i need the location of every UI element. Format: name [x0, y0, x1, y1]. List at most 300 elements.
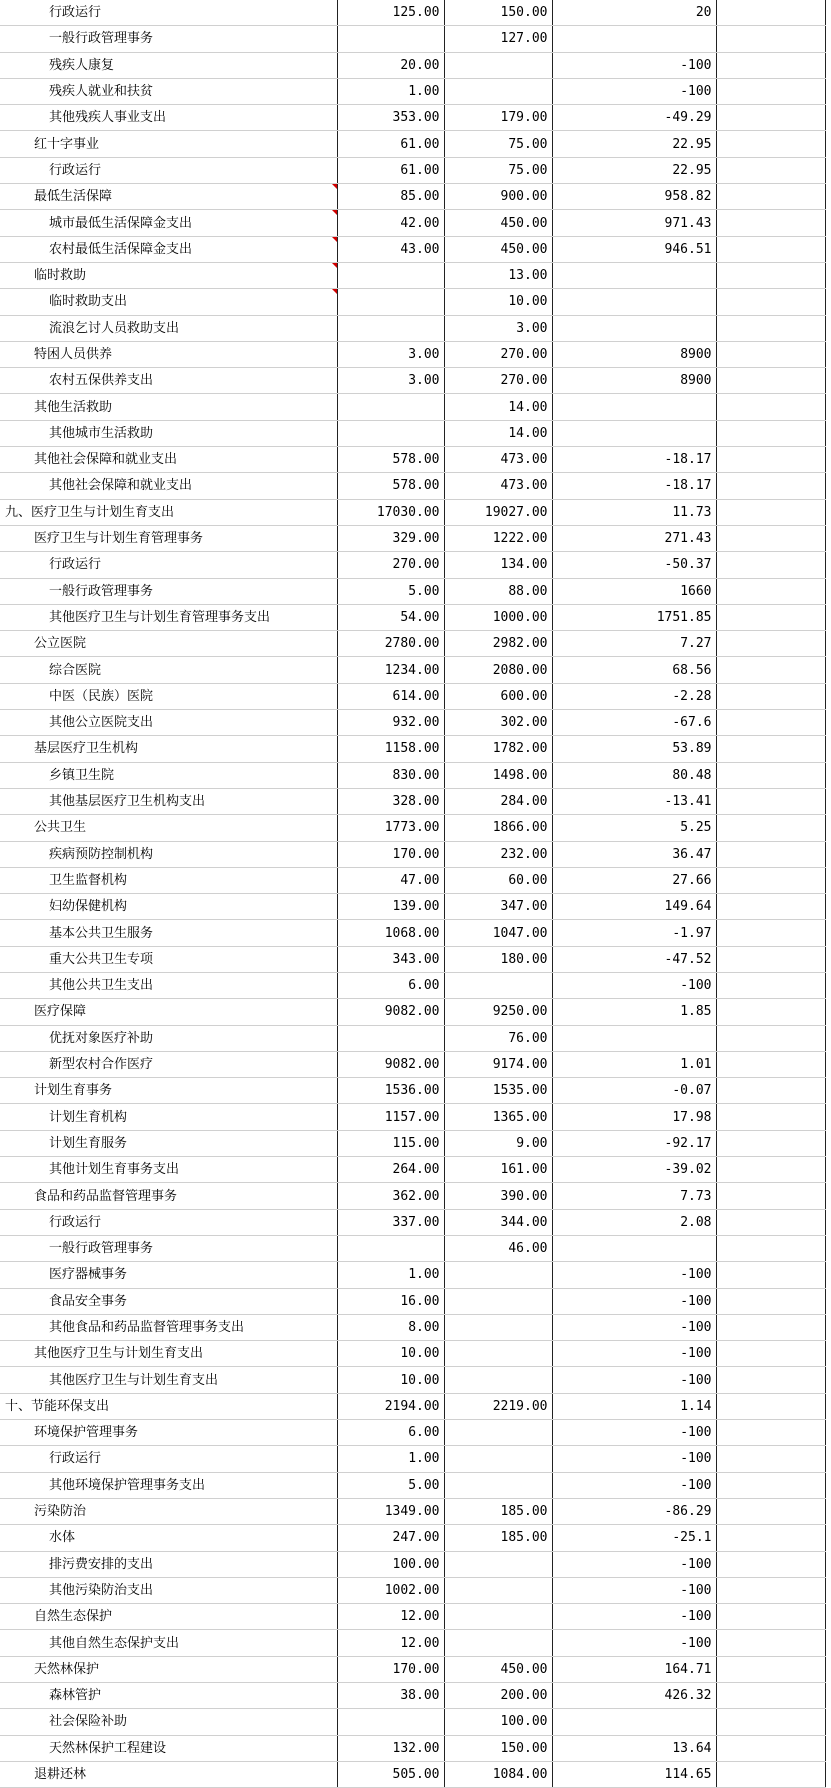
empty-cell[interactable]: [716, 683, 825, 709]
amount-previous-cell[interactable]: 270.00: [337, 552, 444, 578]
amount-current-cell[interactable]: 450.00: [444, 236, 552, 262]
amount-current-cell[interactable]: 473.00: [444, 473, 552, 499]
item-name-cell[interactable]: [0, 788, 337, 814]
amount-previous-cell[interactable]: [337, 420, 444, 446]
amount-current-cell[interactable]: 1000.00: [444, 604, 552, 630]
amount-current-cell[interactable]: [444, 1262, 552, 1288]
amount-previous-cell[interactable]: 830.00: [337, 762, 444, 788]
amount-current-cell[interactable]: 127.00: [444, 26, 552, 52]
item-name-cell[interactable]: [0, 210, 337, 236]
amount-previous-cell[interactable]: 170.00: [337, 841, 444, 867]
amount-current-cell[interactable]: 302.00: [444, 710, 552, 736]
change-percent-cell[interactable]: -25.1: [552, 1525, 716, 1551]
change-percent-cell[interactable]: 426.32: [552, 1683, 716, 1709]
amount-previous-cell[interactable]: 9082.00: [337, 999, 444, 1025]
amount-current-cell[interactable]: 46.00: [444, 1235, 552, 1261]
amount-previous-cell[interactable]: 578.00: [337, 473, 444, 499]
empty-cell[interactable]: [716, 867, 825, 893]
item-name-cell[interactable]: [0, 289, 337, 315]
amount-previous-cell[interactable]: 1536.00: [337, 1078, 444, 1104]
amount-previous-cell[interactable]: 17030.00: [337, 499, 444, 525]
amount-previous-cell[interactable]: 1068.00: [337, 920, 444, 946]
change-percent-cell[interactable]: 17.98: [552, 1104, 716, 1130]
item-name-cell[interactable]: [0, 0, 337, 26]
empty-cell[interactable]: [716, 604, 825, 630]
amount-previous-cell[interactable]: 1158.00: [337, 736, 444, 762]
amount-previous-cell[interactable]: 47.00: [337, 867, 444, 893]
empty-cell[interactable]: [716, 999, 825, 1025]
amount-current-cell[interactable]: 88.00: [444, 578, 552, 604]
item-name-cell[interactable]: [0, 762, 337, 788]
change-percent-cell[interactable]: 1.01: [552, 1051, 716, 1077]
item-name-cell[interactable]: [0, 236, 337, 262]
empty-cell[interactable]: [716, 1735, 825, 1761]
empty-cell[interactable]: [716, 1367, 825, 1393]
change-percent-cell[interactable]: 114.65: [552, 1761, 716, 1787]
empty-cell[interactable]: [716, 1472, 825, 1498]
empty-cell[interactable]: [716, 499, 825, 525]
change-percent-cell[interactable]: -2.28: [552, 683, 716, 709]
change-percent-cell[interactable]: -100: [552, 1630, 716, 1656]
empty-cell[interactable]: [716, 762, 825, 788]
amount-current-cell[interactable]: 347.00: [444, 894, 552, 920]
amount-current-cell[interactable]: 14.00: [444, 420, 552, 446]
change-percent-cell[interactable]: -100: [552, 1551, 716, 1577]
amount-previous-cell[interactable]: 1.00: [337, 78, 444, 104]
amount-previous-cell[interactable]: 139.00: [337, 894, 444, 920]
amount-previous-cell[interactable]: 329.00: [337, 525, 444, 551]
amount-previous-cell[interactable]: 1157.00: [337, 1104, 444, 1130]
change-percent-cell[interactable]: -50.37: [552, 552, 716, 578]
change-percent-cell[interactable]: 53.89: [552, 736, 716, 762]
empty-cell[interactable]: [716, 1235, 825, 1261]
change-percent-cell[interactable]: -86.29: [552, 1498, 716, 1524]
empty-cell[interactable]: [716, 841, 825, 867]
empty-cell[interactable]: [716, 1446, 825, 1472]
amount-previous-cell[interactable]: 20.00: [337, 52, 444, 78]
amount-previous-cell[interactable]: 125.00: [337, 0, 444, 26]
change-percent-cell[interactable]: 5.25: [552, 815, 716, 841]
amount-current-cell[interactable]: 9174.00: [444, 1051, 552, 1077]
empty-cell[interactable]: [716, 368, 825, 394]
item-name-cell[interactable]: [0, 1630, 337, 1656]
empty-cell[interactable]: [716, 262, 825, 288]
amount-current-cell[interactable]: 10.00: [444, 289, 552, 315]
empty-cell[interactable]: [716, 289, 825, 315]
empty-cell[interactable]: [716, 788, 825, 814]
amount-current-cell[interactable]: [444, 1288, 552, 1314]
item-name-cell[interactable]: [0, 131, 337, 157]
item-name-cell[interactable]: [0, 657, 337, 683]
amount-previous-cell[interactable]: 343.00: [337, 946, 444, 972]
empty-cell[interactable]: [716, 578, 825, 604]
amount-current-cell[interactable]: 450.00: [444, 1656, 552, 1682]
empty-cell[interactable]: [716, 710, 825, 736]
item-name-cell[interactable]: [0, 1525, 337, 1551]
change-percent-cell[interactable]: 8900: [552, 368, 716, 394]
item-name-cell[interactable]: [0, 341, 337, 367]
amount-current-cell[interactable]: 3.00: [444, 315, 552, 341]
item-name-cell[interactable]: [0, 1157, 337, 1183]
empty-cell[interactable]: [716, 1209, 825, 1235]
item-name-cell[interactable]: [0, 1761, 337, 1787]
change-percent-cell[interactable]: 1751.85: [552, 604, 716, 630]
item-name-cell[interactable]: [0, 736, 337, 762]
amount-current-cell[interactable]: 2219.00: [444, 1393, 552, 1419]
item-name-cell[interactable]: [0, 52, 337, 78]
amount-current-cell[interactable]: 270.00: [444, 341, 552, 367]
change-percent-cell[interactable]: -100: [552, 1604, 716, 1630]
change-percent-cell[interactable]: [552, 394, 716, 420]
change-percent-cell[interactable]: [552, 289, 716, 315]
change-percent-cell[interactable]: -100: [552, 1314, 716, 1340]
empty-cell[interactable]: [716, 26, 825, 52]
item-name-cell[interactable]: [0, 1709, 337, 1735]
item-name-cell[interactable]: [0, 867, 337, 893]
amount-current-cell[interactable]: 75.00: [444, 157, 552, 183]
amount-previous-cell[interactable]: 2194.00: [337, 1393, 444, 1419]
amount-current-cell[interactable]: [444, 1604, 552, 1630]
empty-cell[interactable]: [716, 1498, 825, 1524]
change-percent-cell[interactable]: 80.48: [552, 762, 716, 788]
change-percent-cell[interactable]: 149.64: [552, 894, 716, 920]
empty-cell[interactable]: [716, 946, 825, 972]
item-name-cell[interactable]: [0, 1235, 337, 1261]
item-name-cell[interactable]: [0, 578, 337, 604]
item-name-cell[interactable]: [0, 710, 337, 736]
amount-previous-cell[interactable]: 1.00: [337, 1446, 444, 1472]
empty-cell[interactable]: [716, 552, 825, 578]
empty-cell[interactable]: [716, 1183, 825, 1209]
empty-cell[interactable]: [716, 447, 825, 473]
empty-cell[interactable]: [716, 473, 825, 499]
amount-current-cell[interactable]: 76.00: [444, 1025, 552, 1051]
change-percent-cell[interactable]: -100: [552, 1262, 716, 1288]
item-name-cell[interactable]: [0, 815, 337, 841]
amount-previous-cell[interactable]: 8.00: [337, 1314, 444, 1340]
empty-cell[interactable]: [716, 1761, 825, 1787]
empty-cell[interactable]: [716, 157, 825, 183]
change-percent-cell[interactable]: -13.41: [552, 788, 716, 814]
item-name-cell[interactable]: [0, 1683, 337, 1709]
amount-previous-cell[interactable]: 264.00: [337, 1157, 444, 1183]
amount-previous-cell[interactable]: 5.00: [337, 578, 444, 604]
amount-previous-cell[interactable]: 3.00: [337, 368, 444, 394]
item-name-cell[interactable]: [0, 920, 337, 946]
amount-previous-cell[interactable]: 100.00: [337, 1551, 444, 1577]
empty-cell[interactable]: [716, 815, 825, 841]
item-name-cell[interactable]: [0, 1314, 337, 1340]
amount-current-cell[interactable]: 179.00: [444, 105, 552, 131]
change-percent-cell[interactable]: -100: [552, 1367, 716, 1393]
change-percent-cell[interactable]: 8900: [552, 341, 716, 367]
amount-previous-cell[interactable]: 1002.00: [337, 1577, 444, 1603]
item-name-cell[interactable]: [0, 1446, 337, 1472]
item-name-cell[interactable]: [0, 552, 337, 578]
item-name-cell[interactable]: [0, 1367, 337, 1393]
amount-previous-cell[interactable]: [337, 26, 444, 52]
empty-cell[interactable]: [716, 1630, 825, 1656]
item-name-cell[interactable]: [0, 394, 337, 420]
change-percent-cell[interactable]: 13.64: [552, 1735, 716, 1761]
amount-current-cell[interactable]: 900.00: [444, 184, 552, 210]
empty-cell[interactable]: [716, 420, 825, 446]
amount-previous-cell[interactable]: 3.00: [337, 341, 444, 367]
change-percent-cell[interactable]: [552, 262, 716, 288]
empty-cell[interactable]: [716, 657, 825, 683]
change-percent-cell[interactable]: [552, 1025, 716, 1051]
amount-current-cell[interactable]: 284.00: [444, 788, 552, 814]
change-percent-cell[interactable]: -18.17: [552, 473, 716, 499]
amount-previous-cell[interactable]: 85.00: [337, 184, 444, 210]
amount-current-cell[interactable]: 14.00: [444, 394, 552, 420]
amount-current-cell[interactable]: 1782.00: [444, 736, 552, 762]
amount-current-cell[interactable]: 2982.00: [444, 631, 552, 657]
amount-previous-cell[interactable]: 12.00: [337, 1604, 444, 1630]
amount-previous-cell[interactable]: [337, 1025, 444, 1051]
change-percent-cell[interactable]: 22.95: [552, 157, 716, 183]
item-name-cell[interactable]: [0, 499, 337, 525]
item-name-cell[interactable]: [0, 1498, 337, 1524]
item-name-cell[interactable]: [0, 184, 337, 210]
empty-cell[interactable]: [716, 1709, 825, 1735]
empty-cell[interactable]: [716, 52, 825, 78]
amount-previous-cell[interactable]: 247.00: [337, 1525, 444, 1551]
amount-previous-cell[interactable]: 6.00: [337, 972, 444, 998]
amount-current-cell[interactable]: 9250.00: [444, 999, 552, 1025]
amount-current-cell[interactable]: [444, 1472, 552, 1498]
empty-cell[interactable]: [716, 1525, 825, 1551]
amount-previous-cell[interactable]: 43.00: [337, 236, 444, 262]
amount-current-cell[interactable]: [444, 1551, 552, 1577]
amount-current-cell[interactable]: 180.00: [444, 946, 552, 972]
amount-previous-cell[interactable]: 42.00: [337, 210, 444, 236]
empty-cell[interactable]: [716, 1051, 825, 1077]
change-percent-cell[interactable]: 20: [552, 0, 716, 26]
amount-current-cell[interactable]: 75.00: [444, 131, 552, 157]
amount-previous-cell[interactable]: [337, 1709, 444, 1735]
amount-current-cell[interactable]: 390.00: [444, 1183, 552, 1209]
item-name-cell[interactable]: [0, 1420, 337, 1446]
amount-current-cell[interactable]: 1866.00: [444, 815, 552, 841]
amount-current-cell[interactable]: 1365.00: [444, 1104, 552, 1130]
amount-current-cell[interactable]: 134.00: [444, 552, 552, 578]
item-name-cell[interactable]: [0, 1104, 337, 1130]
amount-current-cell[interactable]: 100.00: [444, 1709, 552, 1735]
amount-current-cell[interactable]: [444, 1446, 552, 1472]
amount-current-cell[interactable]: 344.00: [444, 1209, 552, 1235]
empty-cell[interactable]: [716, 920, 825, 946]
item-name-cell[interactable]: [0, 78, 337, 104]
empty-cell[interactable]: [716, 1604, 825, 1630]
change-percent-cell[interactable]: 2.08: [552, 1209, 716, 1235]
amount-current-cell[interactable]: 1047.00: [444, 920, 552, 946]
change-percent-cell[interactable]: -100: [552, 1446, 716, 1472]
change-percent-cell[interactable]: -100: [552, 1288, 716, 1314]
item-name-cell[interactable]: [0, 1472, 337, 1498]
item-name-cell[interactable]: [0, 604, 337, 630]
amount-current-cell[interactable]: 1535.00: [444, 1078, 552, 1104]
amount-previous-cell[interactable]: 328.00: [337, 788, 444, 814]
amount-previous-cell[interactable]: 2780.00: [337, 631, 444, 657]
change-percent-cell[interactable]: 164.71: [552, 1656, 716, 1682]
empty-cell[interactable]: [716, 1262, 825, 1288]
amount-current-cell[interactable]: 2080.00: [444, 657, 552, 683]
amount-current-cell[interactable]: 473.00: [444, 447, 552, 473]
amount-previous-cell[interactable]: [337, 262, 444, 288]
empty-cell[interactable]: [716, 1393, 825, 1419]
amount-previous-cell[interactable]: 505.00: [337, 1761, 444, 1787]
amount-previous-cell[interactable]: 1.00: [337, 1262, 444, 1288]
amount-current-cell[interactable]: 150.00: [444, 0, 552, 26]
amount-current-cell[interactable]: 450.00: [444, 210, 552, 236]
change-percent-cell[interactable]: [552, 1709, 716, 1735]
change-percent-cell[interactable]: -18.17: [552, 447, 716, 473]
empty-cell[interactable]: [716, 1078, 825, 1104]
change-percent-cell[interactable]: 271.43: [552, 525, 716, 551]
empty-cell[interactable]: [716, 1656, 825, 1682]
change-percent-cell[interactable]: [552, 315, 716, 341]
empty-cell[interactable]: [716, 525, 825, 551]
item-name-cell[interactable]: [0, 631, 337, 657]
item-name-cell[interactable]: [0, 105, 337, 131]
item-name-cell[interactable]: [0, 525, 337, 551]
amount-current-cell[interactable]: 161.00: [444, 1157, 552, 1183]
item-name-cell[interactable]: [0, 1262, 337, 1288]
empty-cell[interactable]: [716, 1341, 825, 1367]
change-percent-cell[interactable]: 1.85: [552, 999, 716, 1025]
amount-current-cell[interactable]: 13.00: [444, 262, 552, 288]
change-percent-cell[interactable]: -49.29: [552, 105, 716, 131]
change-percent-cell[interactable]: 36.47: [552, 841, 716, 867]
item-name-cell[interactable]: [0, 1735, 337, 1761]
amount-previous-cell[interactable]: 578.00: [337, 447, 444, 473]
change-percent-cell[interactable]: -92.17: [552, 1130, 716, 1156]
amount-current-cell[interactable]: 1222.00: [444, 525, 552, 551]
change-percent-cell[interactable]: -100: [552, 972, 716, 998]
amount-current-cell[interactable]: [444, 1420, 552, 1446]
empty-cell[interactable]: [716, 394, 825, 420]
change-percent-cell[interactable]: -0.07: [552, 1078, 716, 1104]
amount-previous-cell[interactable]: 132.00: [337, 1735, 444, 1761]
change-percent-cell[interactable]: [552, 420, 716, 446]
amount-current-cell[interactable]: 270.00: [444, 368, 552, 394]
amount-previous-cell[interactable]: 932.00: [337, 710, 444, 736]
empty-cell[interactable]: [716, 236, 825, 262]
change-percent-cell[interactable]: 958.82: [552, 184, 716, 210]
empty-cell[interactable]: [716, 341, 825, 367]
item-name-cell[interactable]: [0, 946, 337, 972]
amount-previous-cell[interactable]: [337, 1235, 444, 1261]
amount-current-cell[interactable]: [444, 1577, 552, 1603]
change-percent-cell[interactable]: -47.52: [552, 946, 716, 972]
item-name-cell[interactable]: [0, 1130, 337, 1156]
change-percent-cell[interactable]: 7.73: [552, 1183, 716, 1209]
amount-previous-cell[interactable]: 10.00: [337, 1367, 444, 1393]
empty-cell[interactable]: [716, 1551, 825, 1577]
empty-cell[interactable]: [716, 1130, 825, 1156]
amount-previous-cell[interactable]: 9082.00: [337, 1051, 444, 1077]
empty-cell[interactable]: [716, 78, 825, 104]
change-percent-cell[interactable]: 11.73: [552, 499, 716, 525]
item-name-cell[interactable]: [0, 1078, 337, 1104]
item-name-cell[interactable]: [0, 262, 337, 288]
change-percent-cell[interactable]: -100: [552, 52, 716, 78]
item-name-cell[interactable]: [0, 683, 337, 709]
change-percent-cell[interactable]: -100: [552, 1420, 716, 1446]
amount-previous-cell[interactable]: 115.00: [337, 1130, 444, 1156]
change-percent-cell[interactable]: -100: [552, 1341, 716, 1367]
amount-previous-cell[interactable]: 10.00: [337, 1341, 444, 1367]
amount-current-cell[interactable]: 232.00: [444, 841, 552, 867]
item-name-cell[interactable]: [0, 447, 337, 473]
item-name-cell[interactable]: [0, 1183, 337, 1209]
change-percent-cell[interactable]: 946.51: [552, 236, 716, 262]
amount-current-cell[interactable]: 19027.00: [444, 499, 552, 525]
empty-cell[interactable]: [716, 894, 825, 920]
amount-previous-cell[interactable]: 12.00: [337, 1630, 444, 1656]
amount-previous-cell[interactable]: 1773.00: [337, 815, 444, 841]
item-name-cell[interactable]: [0, 473, 337, 499]
empty-cell[interactable]: [716, 1683, 825, 1709]
change-percent-cell[interactable]: -100: [552, 78, 716, 104]
item-name-cell[interactable]: [0, 972, 337, 998]
empty-cell[interactable]: [716, 1420, 825, 1446]
amount-previous-cell[interactable]: 5.00: [337, 1472, 444, 1498]
change-percent-cell[interactable]: 68.56: [552, 657, 716, 683]
amount-current-cell[interactable]: 600.00: [444, 683, 552, 709]
amount-current-cell[interactable]: [444, 1630, 552, 1656]
amount-previous-cell[interactable]: 353.00: [337, 105, 444, 131]
empty-cell[interactable]: [716, 105, 825, 131]
item-name-cell[interactable]: [0, 1209, 337, 1235]
empty-cell[interactable]: [716, 631, 825, 657]
change-percent-cell[interactable]: 1.14: [552, 1393, 716, 1419]
amount-previous-cell[interactable]: 38.00: [337, 1683, 444, 1709]
change-percent-cell[interactable]: 7.27: [552, 631, 716, 657]
amount-previous-cell[interactable]: [337, 315, 444, 341]
amount-previous-cell[interactable]: [337, 394, 444, 420]
item-name-cell[interactable]: [0, 315, 337, 341]
amount-current-cell[interactable]: [444, 1314, 552, 1340]
empty-cell[interactable]: [716, 184, 825, 210]
item-name-cell[interactable]: [0, 368, 337, 394]
change-percent-cell[interactable]: 27.66: [552, 867, 716, 893]
change-percent-cell[interactable]: [552, 1235, 716, 1261]
empty-cell[interactable]: [716, 210, 825, 236]
amount-previous-cell[interactable]: 1349.00: [337, 1498, 444, 1524]
item-name-cell[interactable]: [0, 1051, 337, 1077]
empty-cell[interactable]: [716, 1314, 825, 1340]
item-name-cell[interactable]: [0, 26, 337, 52]
amount-previous-cell[interactable]: 170.00: [337, 1656, 444, 1682]
amount-current-cell[interactable]: [444, 78, 552, 104]
change-percent-cell[interactable]: -1.97: [552, 920, 716, 946]
empty-cell[interactable]: [716, 1104, 825, 1130]
item-name-cell[interactable]: [0, 1393, 337, 1419]
amount-current-cell[interactable]: [444, 1367, 552, 1393]
change-percent-cell[interactable]: 22.95: [552, 131, 716, 157]
change-percent-cell[interactable]: -100: [552, 1472, 716, 1498]
empty-cell[interactable]: [716, 1577, 825, 1603]
empty-cell[interactable]: [716, 0, 825, 26]
amount-current-cell[interactable]: 60.00: [444, 867, 552, 893]
change-percent-cell[interactable]: [552, 26, 716, 52]
change-percent-cell[interactable]: 971.43: [552, 210, 716, 236]
amount-current-cell[interactable]: 150.00: [444, 1735, 552, 1761]
item-name-cell[interactable]: [0, 1604, 337, 1630]
empty-cell[interactable]: [716, 131, 825, 157]
